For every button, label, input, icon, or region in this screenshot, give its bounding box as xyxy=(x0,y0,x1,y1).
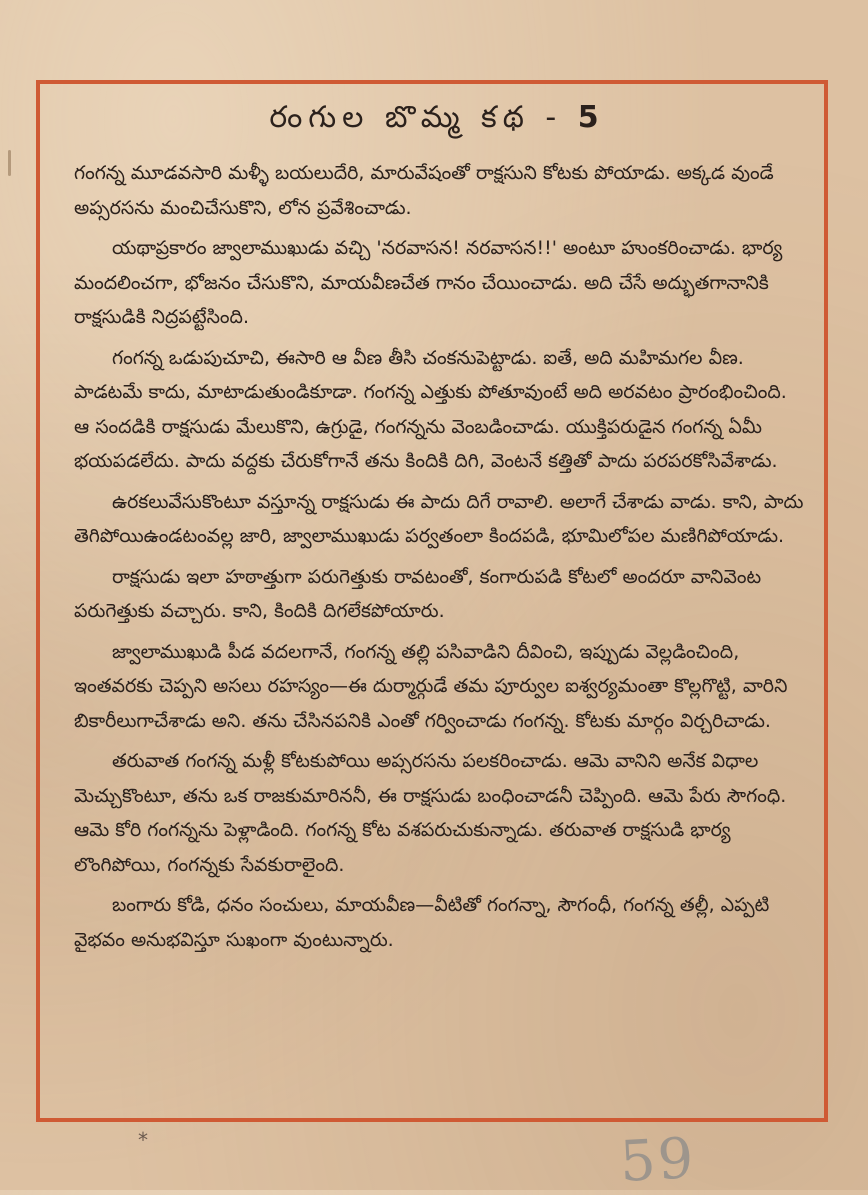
paragraph-2: యథాప్రకారం జ్వాలాముఖుడు వచ్చి 'నరవాసన! నరవాసన!!' అంటూ హుంకరించాడు. భార్య మందలించగా, భోజనం చేసుకొని, మాయవీణచేత గానం చేయించాడు. అది చేసే అద్భుతగానానికి రాక్షసుడికి నిద్రపట్టేసింది. xyxy=(74,237,783,328)
story-body xyxy=(74,156,804,963)
paragraph-5: రాక్షసుడు ఇలా హఠాత్తుగా పరుగెత్తుకు రావటంతో, కంగారుపడి కోటలో అందరూ వానివెంట పరుగెత్తుకు వచ్చారు. కాని, కిందికి దిగలేకపోయారు. xyxy=(74,565,762,622)
paragraph-8: బంగారు కోడి, ధనం సంచులు, మాయవీణ—వీటితో గంగన్నా, సౌగంధీ, గంగన్న తల్లీ, ఎప్పటి వైభవం అనుభవిస్తూ సుఖంగా వుంటున్నారు. xyxy=(74,894,770,951)
story-title-text: రంగుల బొమ్మ కథ - xyxy=(269,100,578,135)
page-edge-mark xyxy=(8,150,11,176)
paragraph-1: గంగన్న మూడవసారి మళ్ళీ బయలుదేరి, మారువేషంతో రాక్షసుని కోటకు పోయాడు. అక్కడ వుండే అప్సరసను మంచిచేసుకొని, లోన ప్రవేశించాడు. xyxy=(74,162,774,219)
paragraph-6: జ్వాలాముఖుడి పీడ వదలగానే, గంగన్న తల్లి పసివాడిని దీవించి, ఇప్పుడు వెల్లడించింది, ఇంతవరకు చెప్పని అసలు రహస్యం—ఈ దుర్మార్గుడే తమ పూర్వుల ఐశ్వర్యమంతా కొల్లగొట్టి, వారిని బికారీలుగాచేశాడు అని. తను చేసినపనికి ఎంతో గర్వించాడు గంగన్న. కోటకు మార్గం విర్చరిచాడు. xyxy=(74,640,788,732)
star-ornament: * xyxy=(138,1128,148,1152)
paragraph-3: గంగన్న ఒడుపుచూచి, ఈసారి ఆ వీణ తీసి చంకనుపెట్టాడు. ఐతే, అది మహిమగల వీణ. పాడటమే కాదు, మాటాడుతుండికూడా. గంగన్న ఎత్తుకు పోతూవుంటే అది అరవటం ప్రారంభించింది. ఆ సందడికి రాక్షసుడు మేలుకొని, ఉగ్రుడై, గంగన్నను వెంబడించాడు. యుక్తిపరుడైన గంగన్న ఏమీ భయపడలేదు. పాదు వద్దకు చేరుకోగానే తను కిందికి దిగి, వెంటనే కత్తితో పాదు పరపరకోసివేశాడు. xyxy=(74,346,787,472)
paragraph-7: తరువాత గంగన్న మళ్లీ కోటకుపోయి అప్సరసను పలకరించాడు. ఆమె వానిని అనేక విధాల మెచ్చుకొంటూ, తను ఒక రాజకుమారిననీ, ఈ రాక్షసుడు బంధించాడనీ చెప్పింది. ఆమె పేరు సౌగంధి. ఆమె కోరి గంగన్నను పెళ్లాడింది. గంగన్న కోట వశపరుచుకున్నాడు. తరువాత రాక్షసుడి భార్య లొంగిపోయి, గంగన్నకు సేవకురాలైంది. xyxy=(74,750,787,876)
page-number: 59 xyxy=(618,1126,697,1195)
paragraph-4: ఉరకలువేసుకొంటూ వస్తూన్న రాక్షసుడు ఈ పాదు దిగే రావాలి. అలాగే చేశాడు వాడు. కాని, పాదు తెగిపోయిఉండటంవల్ల జారి, జ్వాలాముఖుడు పర్వతంలా కిందపడి, భూమిలోపల మణిగిపోయాడు. xyxy=(74,490,804,547)
story-title xyxy=(0,100,868,142)
story-part-number: 5 xyxy=(577,100,599,135)
